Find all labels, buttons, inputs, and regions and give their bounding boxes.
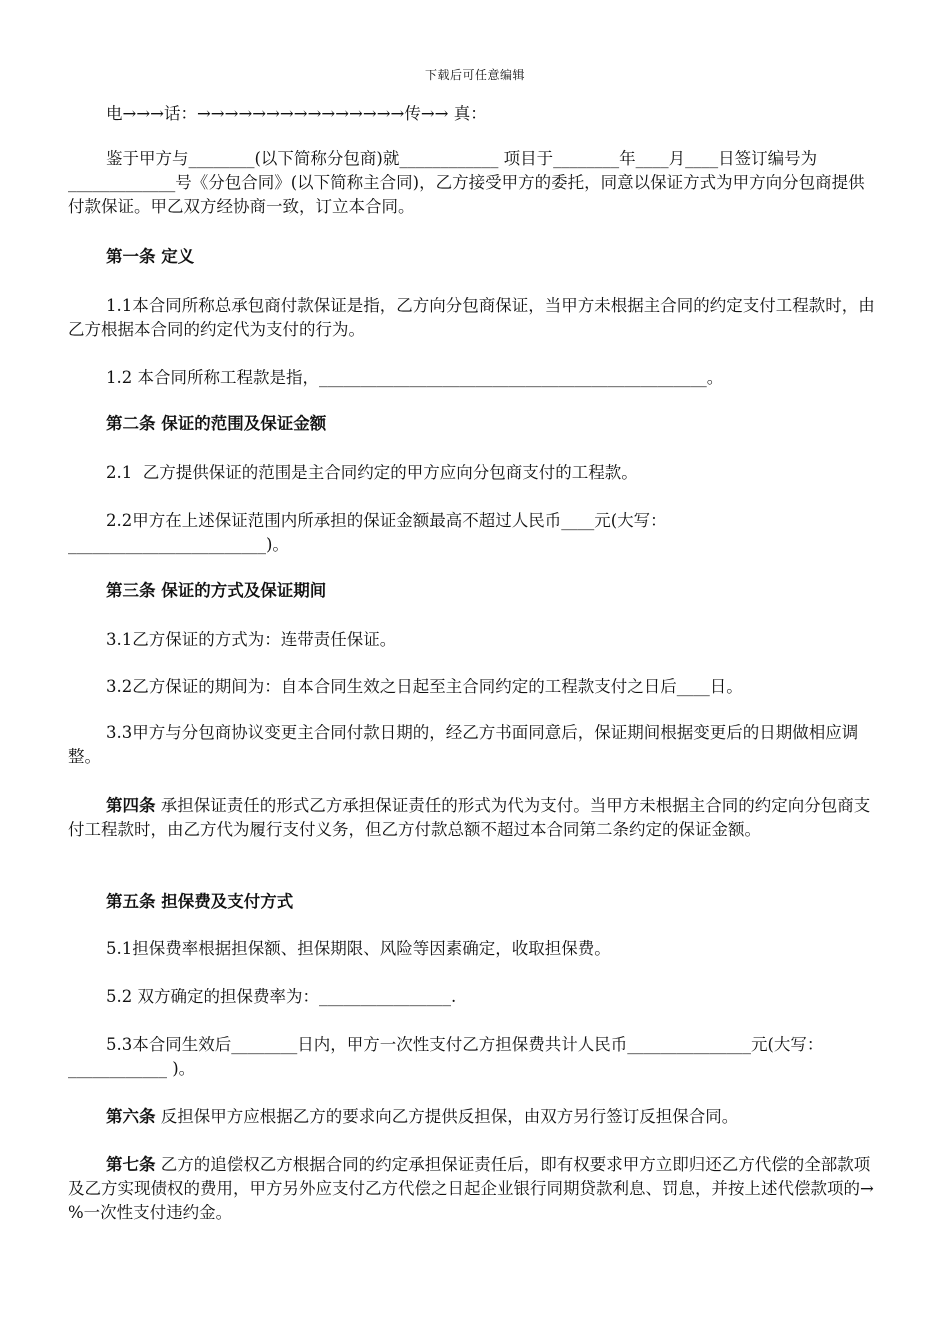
clause-2-1: 2.1 乙方提供保证的范围是主合同约定的甲方应向分包商支付的工程款。 xyxy=(106,463,638,482)
article-6-text: 反担保甲方应根据乙方的要求向乙方提供反担保，由双方另行签订反担保合同。 xyxy=(155,1107,739,1126)
article-5-title: 第五条 担保费及支付方式 xyxy=(106,892,294,911)
article-6-label: 第六条 xyxy=(106,1107,156,1126)
preamble-paragraph: 鉴于甲方与________(以下简称分包商)就____________ 项目于________年____月____日签订编号为_____________号《分包合同》(以下简称主合同)，乙方接受甲方的委托，同意以保证方式为甲方向分包商提供付款保证。甲乙双方经协商一致，订立本合同。 xyxy=(68,149,865,216)
clause-3-3: 3.3甲方与分包商协议变更主合同付款日期的，经乙方书面同意后，保证期间根据变更后的日期做相应调整。 xyxy=(68,723,859,766)
article-2-title: 第二条 保证的范围及保证金额 xyxy=(106,414,327,433)
article-1-title: 第一条 定义 xyxy=(106,247,195,266)
article-4-label: 第四条 xyxy=(106,796,156,815)
article-4-paragraph xyxy=(68,794,880,842)
clause-2-2: 2.2甲方在上述保证范围内所承担的保证金额最高不超过人民币____元(大写：________________________)。 xyxy=(68,511,667,554)
article-4-text: 承担保证责任的形式乙方承担保证责任的形式为代为支付。当甲方未根据主合同的约定向分包商支付工程款时，由乙方代为履行支付义务，但乙方付款总额不超过本合同第二条约定的保证金额。 xyxy=(68,796,871,839)
clause-5-2: 5.2 双方确定的担保费率为：________________. xyxy=(106,987,457,1006)
article-7-label: 第七条 xyxy=(106,1155,156,1174)
clause-1-1: 1.1本合同所称总承包商付款保证是指，乙方向分包商保证，当甲方未根据主合同的约定支付工程款时，由乙方根据本合同的约定代为支付的行为。 xyxy=(68,296,875,339)
article-7-text: 乙方的追偿权乙方根据合同的约定承担保证责任后，即有权要求甲方立即归还乙方代偿的全部款项及乙方实现债权的费用，甲方另外应支付乙方代偿之日起企业银行同期贷款利息、罚息，并按上述代偿款项的→ %一次性支付违约金。 xyxy=(68,1155,880,1222)
article-6-paragraph xyxy=(68,1105,880,1129)
page-header: 下载后可任意编辑 xyxy=(424,68,525,82)
clause-3-1: 3.1乙方保证的方式为：连带责任保证。 xyxy=(106,630,397,649)
clause-1-2: 1.2 本合同所称工程款是指，_______________________________________________。 xyxy=(106,368,724,387)
clause-5-3: 5.3本合同生效后________日内，甲方一次性支付乙方担保费共计人民币_______________元(大写：____________ )。 xyxy=(68,1035,824,1078)
article-7-paragraph xyxy=(68,1153,880,1225)
clause-3-2: 3.2乙方保证的期间为：自本合同生效之日起至主合同约定的工程款支付之日后____日。 xyxy=(106,677,743,696)
clause-5-1: 5.1担保费率根据担保额、担保期限、风险等因素确定，收取担保费。 xyxy=(106,939,611,958)
article-3-title: 第三条 保证的方式及保证期间 xyxy=(106,581,327,600)
contact-line: 电→→→话：→→→→→→→→→→→→→→→传→→ 真： xyxy=(106,104,487,123)
